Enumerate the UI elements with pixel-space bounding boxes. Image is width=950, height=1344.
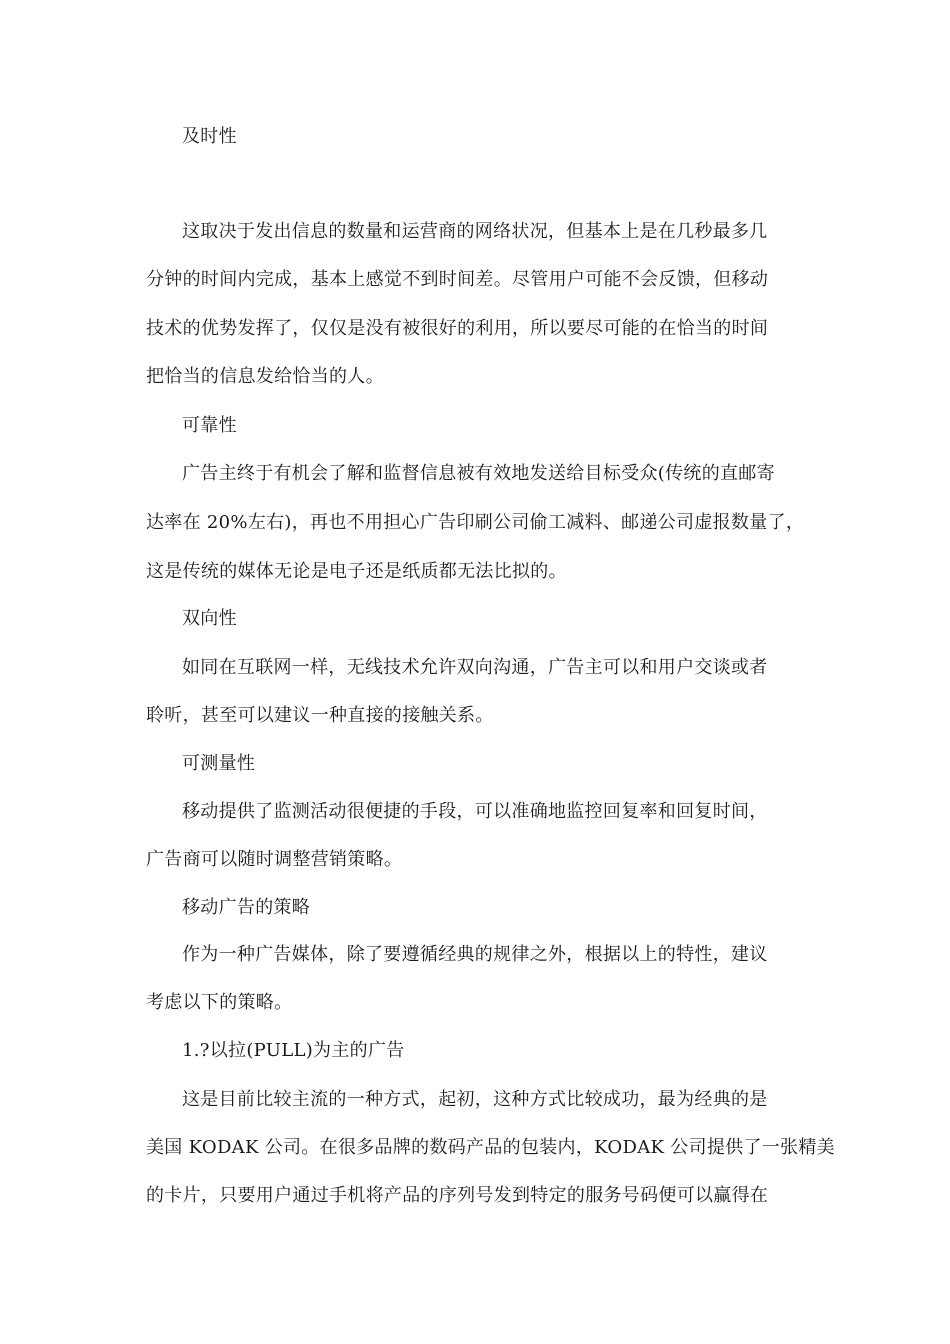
paragraph-line: 这是传统的媒体无论是电子还是纸质都无法比拟的。 [146, 561, 567, 582]
paragraph-line: 把恰当的信息发给恰当的人。 [146, 366, 384, 387]
heading-mobile-ad-strategy: 移动广告的策略 [182, 897, 311, 918]
paragraph-line: 考虑以下的策略。 [146, 992, 293, 1013]
paragraph-line: 分钟的时间内完成，基本上感觉不到时间差。尽管用户可能不会反馈，但移动 [146, 269, 769, 290]
paragraph-line: 聆听，甚至可以建议一种直接的接触关系。 [146, 705, 494, 726]
heading-two-way: 双向性 [182, 608, 237, 629]
heading-reliability: 可靠性 [182, 415, 237, 436]
paragraph-line: 移动提供了监测活动很便捷的手段，可以准确地监控回复率和回复时间， [182, 801, 768, 822]
paragraph-line: 作为一种广告媒体，除了要遵循经典的规律之外，根据以上的特性，建议 [182, 944, 768, 965]
paragraph-line: 广告商可以随时调整营销策略。 [146, 849, 403, 870]
paragraph-line: 如同在互联网一样，无线技术允许双向沟通，广告主可以和用户交谈或者 [182, 657, 768, 678]
paragraph-line: 这取决于发出信息的数量和运营商的网络状况，但基本上是在几秒最多几 [182, 221, 768, 242]
heading-pull-ads: 1.?以拉(PULL)为主的广告 [182, 1040, 405, 1061]
paragraph-line: 广告主终于有机会了解和监督信息被有效地发送给目标受众(传统的直邮寄 [182, 463, 775, 484]
heading-measurability: 可测量性 [182, 753, 256, 774]
heading-timeliness: 及时性 [182, 126, 237, 147]
paragraph-line: 技术的优势发挥了，仅仅是没有被很好的利用，所以要尽可能的在恰当的时间 [146, 318, 769, 339]
paragraph-line: 这是目前比较主流的一种方式，起初，这种方式比较成功，最为经典的是 [182, 1089, 768, 1110]
paragraph-line: 美国 KODAK 公司。在很多品牌的数码产品的包装内，KODAK 公司提供了一张精美 [146, 1137, 835, 1158]
paragraph-line: 达率在 20%左右)，再也不用担心广告印刷公司偷工减料、邮递公司虚报数量了， [146, 512, 805, 533]
paragraph-line: 的卡片，只要用户通过手机将产品的序列号发到特定的服务号码便可以赢得在 [146, 1185, 769, 1206]
